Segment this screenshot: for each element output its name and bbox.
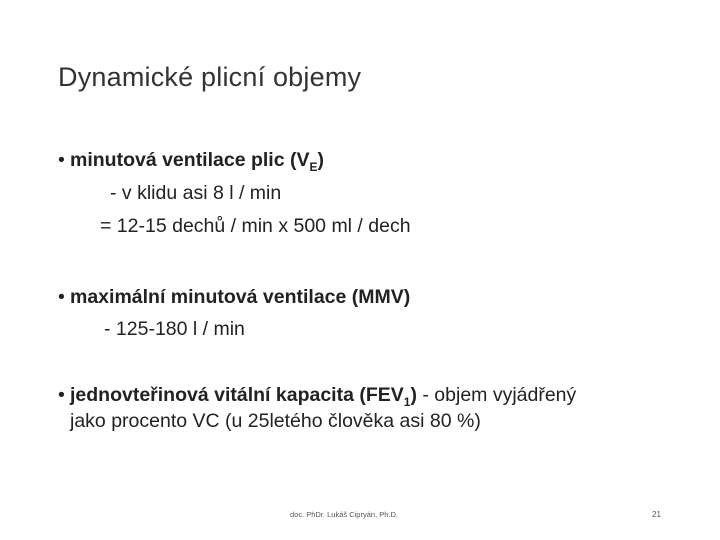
detail-line-mmv-range: - 125-180 l / min — [104, 318, 245, 340]
subscript-e: E — [309, 160, 318, 174]
bullet-icon: • — [58, 149, 65, 171]
bullet-lead-tail: ) — [317, 149, 324, 171]
bullet-item-mmv — [58, 286, 410, 309]
slide-title: Dynamické plicní objemy — [58, 62, 362, 92]
subscript-1: 1 — [403, 395, 411, 409]
bullet-lead-text: jednovteřinová vitální kapacita (FEV — [70, 384, 404, 406]
bullet-lead-tail: ) — [410, 384, 417, 406]
footer-author: doc. PhDr. Lukáš Cipryán, Ph.D. — [290, 510, 398, 519]
bullet-lead-text: maximální minutová ventilace (MMV) — [70, 286, 411, 308]
page-number: 21 — [652, 510, 661, 519]
bullet-lead-rest: - objem vyjádřený — [416, 384, 577, 406]
bullet-icon: • — [58, 286, 65, 308]
bullet-icon: • — [58, 384, 65, 406]
bullet-lead-text: minutová ventilace plic (V — [70, 149, 310, 171]
detail-line-rest: - v klidu asi 8 l / min — [110, 182, 282, 204]
detail-line-breaths: = 12-15 dechů / min x 500 ml / dech — [100, 215, 411, 237]
bullet-item-minute-ventilation — [58, 149, 324, 174]
bullet-item-fev1 — [58, 384, 576, 409]
bullet-continuation-line: jako procento VC (u 25letého člověka asi 80 %) — [70, 410, 481, 432]
